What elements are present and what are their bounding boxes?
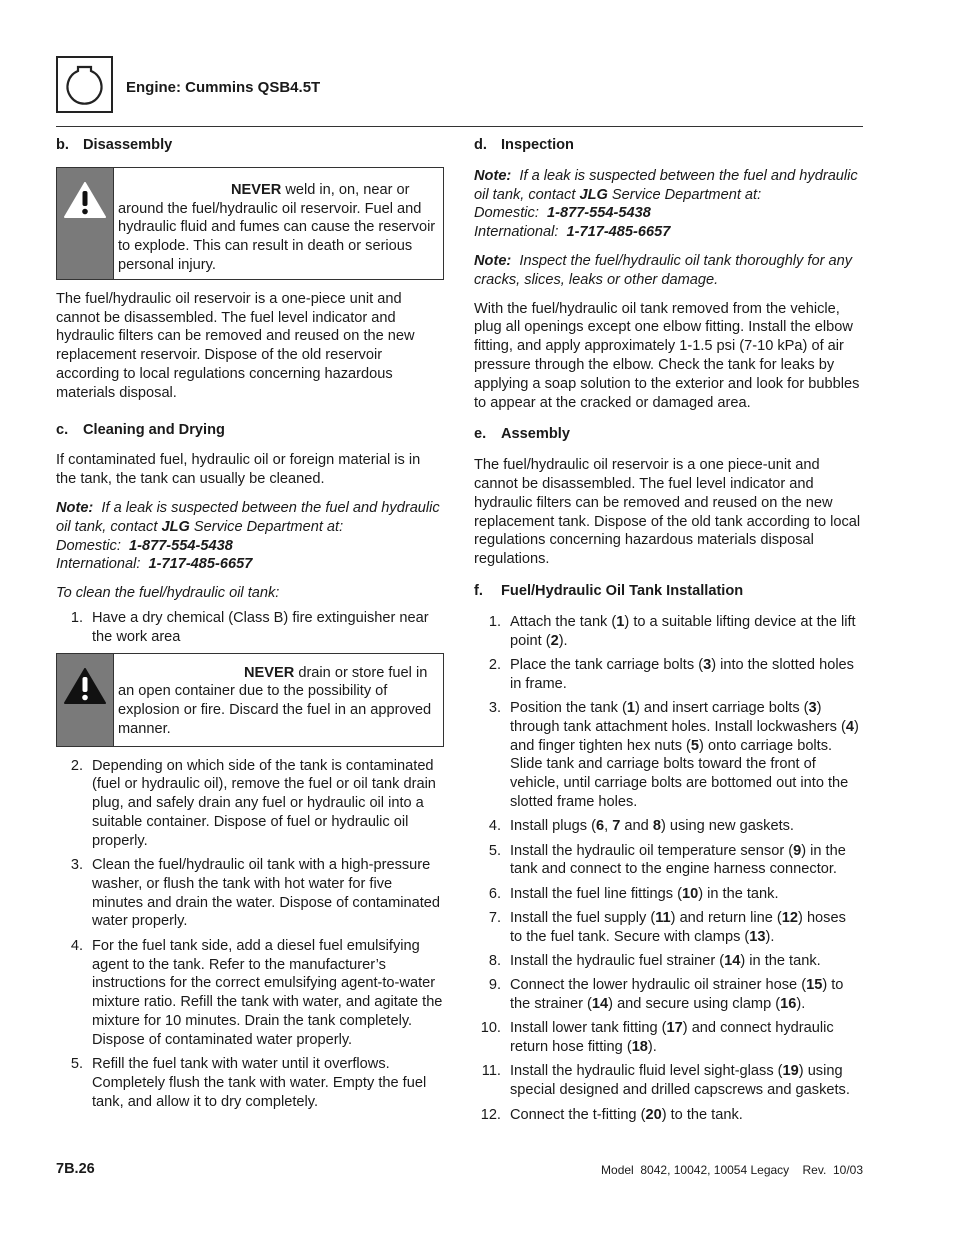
list-item: 10. Install lower tank fitting (17) and connect hydraulic return hose fitting (18). bbox=[480, 1020, 834, 1056]
list-item: 6. Install the fuel line fittings (10) in the tank. bbox=[488, 885, 779, 902]
list-item: 9. Connect the lower hydraulic oil strainer hose (15) to the strainer (14) and secure using clamp (16). bbox=[488, 977, 844, 1013]
warning-icon bbox=[57, 654, 114, 746]
inspection-paragraph: With the fuel/hydraulic oil tank removed from the vehicle, plug all openings except one elbow fitting. Install the elbow fitting, and apply approximately 1-1.5 psi (7-10 kPa) of air pressure through the elbow. Check the tank for leaks by applying a soap solution to the exterior and look for bubbles to appear at the cracked or damaged area. bbox=[474, 300, 860, 411]
list-item: 1. Attach the tank (1) to a suitable lifting device at the lift point (2). bbox=[488, 613, 856, 649]
list-item: 3. Clean the fuel/hydraulic oil tank with a high-pressure washer, or flush the tank with hot water for five minutes and drain the water. Dispose of contaminated water properly. bbox=[70, 857, 441, 930]
warning-box-drain bbox=[56, 653, 444, 747]
warning-icon bbox=[57, 168, 114, 279]
installation-steps bbox=[474, 613, 862, 1125]
list-item: 1. Have a dry chemical (Class B) fire extinguisher near the work area bbox=[70, 609, 429, 645]
note-leak-contact: Note: If a leak is suspected between the fuel and hydraulic oil tank, contact JLG Service Department at: Domestic: 1-877-554-5438 International: 1-717-485-6657 bbox=[56, 499, 440, 573]
cleaning-steps-b bbox=[56, 757, 444, 1112]
list-item: 2. Place the tank carriage bolts (3) into the slotted holes in frame. bbox=[488, 656, 854, 692]
model-revision: Model 8042, 10042, 10054 Legacy Rev. 10/03 bbox=[601, 1163, 863, 1177]
to-clean-intro: To clean the fuel/hydraulic oil tank: bbox=[56, 585, 280, 602]
warning-text: NEVER weld in, on, near or around the fuel/hydraulic oil reservoir. Fuel and hydraulic fluid and fumes can cause the reservoir to explode. This can result in death or serious personal injury. bbox=[118, 181, 436, 273]
list-item: 2. Depending on which side of the tank is contaminated (fuel or hydraulic oil), remove the fuel or oil tank drain plug, and safely drain any fuel or hydraulic oil into a suitable container. Dispose of fuel or hydraulic oil properly. bbox=[70, 757, 436, 849]
engine-logo-icon bbox=[56, 56, 113, 113]
warning-text: NEVER drain or store fuel in an open container due to the possibility of explosion or fire. Discard the fuel in an approved manner. bbox=[118, 664, 432, 737]
section-e-heading: e. Assembly bbox=[474, 426, 570, 443]
list-item: 5. Refill the fuel tank with water until it overflows. Completely flush the tank with water. Empty the fuel tank, and allow it to dry completely. bbox=[70, 1056, 427, 1110]
right-column bbox=[474, 136, 862, 1130]
cleaning-steps-a bbox=[56, 609, 444, 647]
page-number: 7B.26 bbox=[56, 1161, 95, 1177]
warning-box-weld bbox=[56, 167, 444, 280]
list-item: 12. Connect the t-fitting (20) to the tank. bbox=[480, 1106, 743, 1123]
header-title: Engine: Cummins QSB4.5T bbox=[126, 79, 321, 96]
section-f-heading: f. Fuel/Hydraulic Oil Tank Installation bbox=[474, 582, 744, 599]
list-item: 4. For the fuel tank side, add a diesel fuel emulsifying agent to the tank. Refer to the manufacturer’s instructions for the correct emulsifying agent-to-water mixture ratio. Refill the tank with water, and agitate the mixture for 10 minutes. Drain the tank completely. Dispose of contaminated water properly. bbox=[70, 937, 443, 1048]
disassembly-paragraph: The fuel/hydraulic oil reservoir is a one-piece unit and cannot be disassembled. The fuel level indicator and hydraulic filters can be removed and reused on the new replacement reservoir. Dispose of the old reservoir according to local regulations concerning hazardous materials disposal. bbox=[56, 290, 415, 401]
section-c-heading: c. Cleaning and Drying bbox=[56, 421, 225, 438]
section-d-heading: d. Inspection bbox=[474, 137, 574, 153]
left-column bbox=[56, 136, 444, 1117]
list-item: 7. Install the fuel supply (11) and return line (12) hoses to the fuel tank. Secure with clamps (13). bbox=[488, 909, 846, 945]
list-item: 11. Install the hydraulic fluid level sight-glass (19) using special designed and drilled capscrews and gaskets. bbox=[481, 1063, 850, 1099]
cleaning-paragraph: If contaminated fuel, hydraulic oil or foreign material is in the tank, the tank can usually be cleaned. bbox=[56, 452, 421, 488]
assembly-paragraph: The fuel/hydraulic oil reservoir is a one piece-unit and cannot be disassembled. The fuel level indicator and hydraulic filters can be removed and reused on the new replacement tank. Dispose of the old tank according to local regulations concerning hazardous materials disposal regulations. bbox=[474, 457, 861, 568]
list-item: 4. Install plugs (6, 7 and 8) using new gaskets. bbox=[488, 818, 794, 835]
list-item: 5. Install the hydraulic oil temperature sensor (9) in the tank and connect to the engine harness connector. bbox=[488, 842, 846, 878]
list-item: 3. Position the tank (1) and insert carriage bolts (3) through tank attachment holes. Install lockwashers (4) and finger tighten hex nuts (5) onto carriage bolts. Slide tank and carriage bolts toward the front of vehicle, until carriage bolts are bottomed out into the slotted frame holes. bbox=[488, 699, 859, 810]
header-rule bbox=[56, 126, 863, 127]
note-leak-contact: Note: If a leak is suspected between the fuel and hydraulic oil tank, contact JLG Service Department at: Domestic: 1-877-554-5438 International: 1-717-485-6657 bbox=[474, 167, 858, 241]
list-item: 8. Install the hydraulic fuel strainer (14) in the tank. bbox=[488, 952, 821, 969]
note-inspect: Note: Inspect the fuel/hydraulic oil tank thoroughly for any cracks, slices, leaks or other damage. bbox=[474, 252, 853, 288]
section-b-heading: b. Disassembly bbox=[56, 137, 173, 153]
